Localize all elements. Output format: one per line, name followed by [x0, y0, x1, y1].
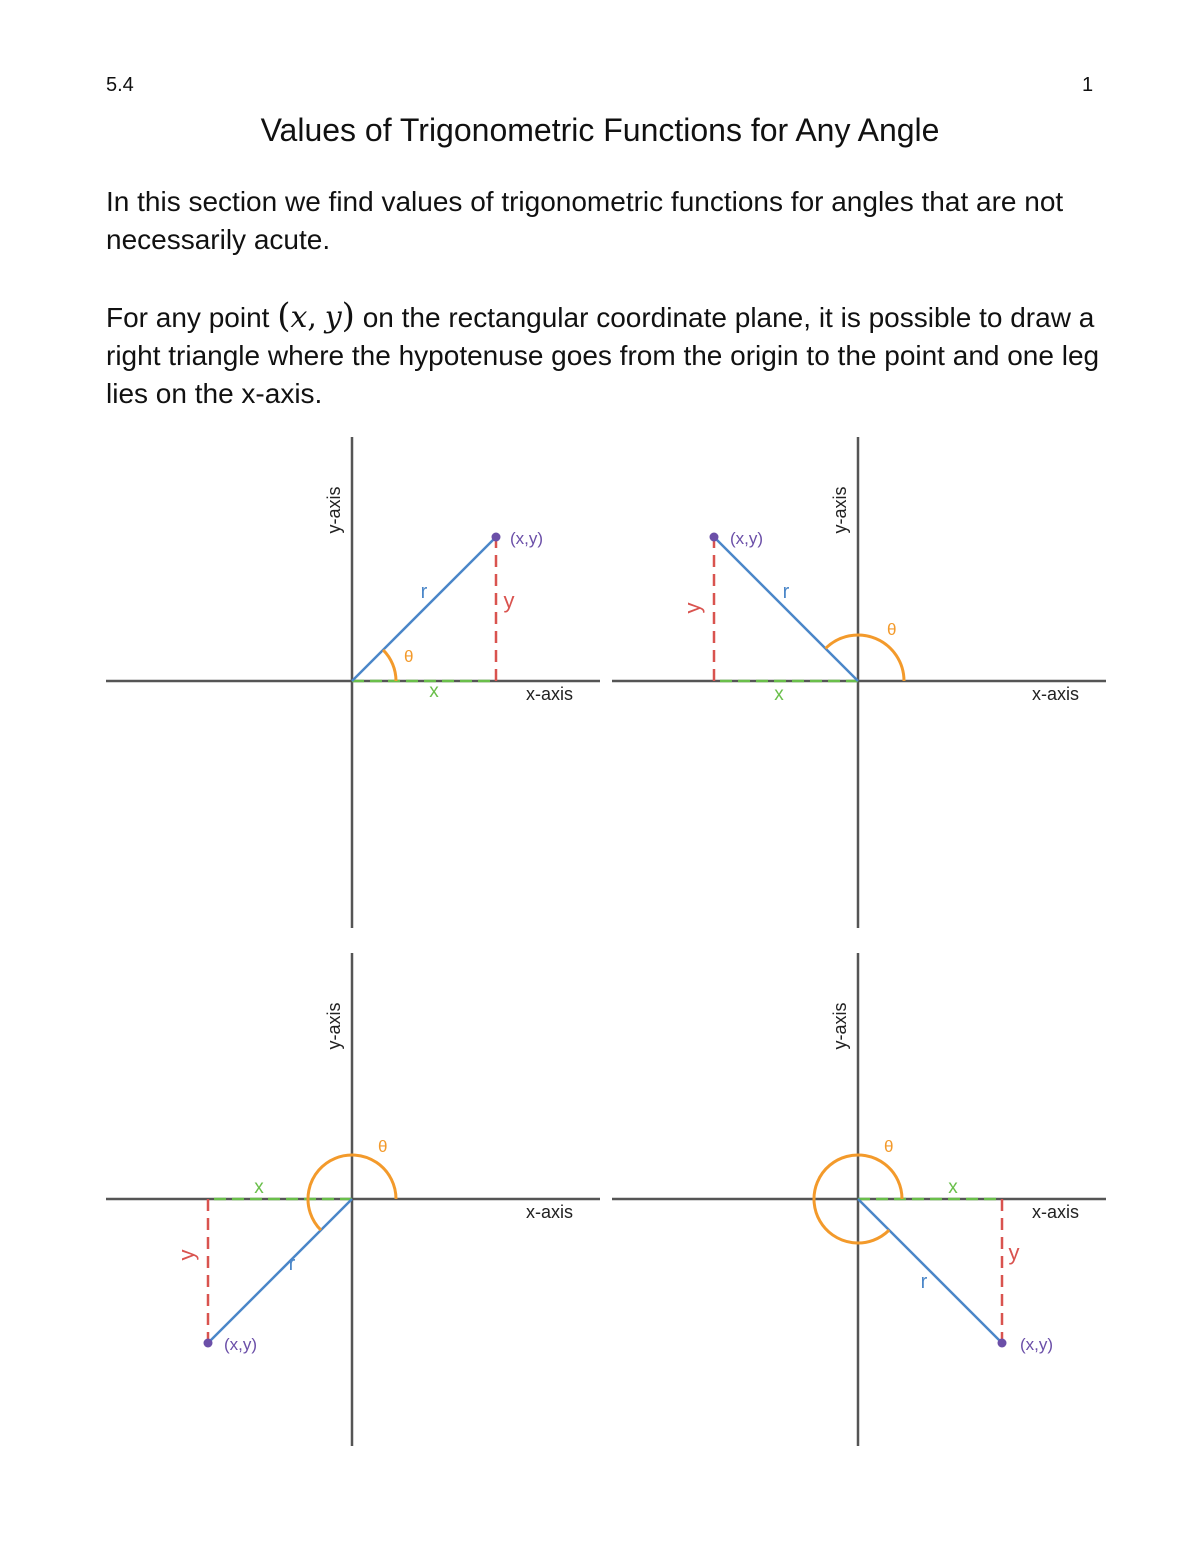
x-axis-label: x-axis [1032, 684, 1080, 704]
point-marker [710, 533, 719, 542]
x-leg-label: x [429, 681, 439, 702]
y-axis-label: y-axis [324, 486, 344, 534]
quadrant-panel-I [106, 437, 600, 928]
x-axis-label: x-axis [526, 684, 574, 704]
math-x: x [290, 300, 308, 335]
page-title: Values of Trigonometric Functions for Any Angle [260, 112, 940, 148]
x-axis-label: x-axis [526, 1202, 574, 1222]
theta-label: θ [404, 647, 414, 666]
point-marker [204, 1339, 213, 1348]
math-close-paren: ) [341, 296, 355, 336]
point-marker [998, 1339, 1007, 1348]
point-label: (x,y) [1020, 1335, 1054, 1354]
angle-arc [383, 650, 396, 681]
y-leg-label: y [503, 588, 515, 613]
point-marker [492, 533, 501, 542]
r-hypotenuse-label: r [420, 581, 428, 603]
math-comma: , [307, 300, 317, 335]
r-hypotenuse-label: r [288, 1253, 296, 1275]
y-axis-label: y-axis [830, 486, 850, 534]
hypotenuse-line [208, 1199, 352, 1343]
angle-arc [825, 635, 904, 681]
math-y: y [324, 300, 342, 335]
theta-label: θ [378, 1137, 388, 1156]
x-leg-label: x [948, 1177, 958, 1198]
y-leg-label: y [1008, 1240, 1020, 1265]
hypotenuse-line [352, 537, 496, 681]
hypotenuse-line [858, 1199, 1002, 1343]
point-label: (x,y) [510, 529, 544, 548]
r-hypotenuse-label: r [782, 581, 790, 603]
y-leg-label: y [174, 1249, 199, 1261]
point-label: (x,y) [224, 1335, 258, 1354]
quadrant-panel-II [612, 437, 1106, 928]
x-leg-label: x [254, 1177, 264, 1198]
y-axis-label: y-axis [830, 1002, 850, 1050]
intro-paragraph: In this section we find values of trigonometric functions for angles that are not necessarily acute. [106, 186, 1064, 255]
point-label: (x,y) [730, 529, 764, 548]
point-paragraph-rest: on the rectangular coordinate plane, it is possible to draw a right triangle where the hypotenuse goes from the origin to the point and one leg lies on the x-axis. [106, 302, 1100, 409]
y-leg-label: y [680, 602, 705, 614]
section-number: 5.4 [106, 74, 134, 96]
page-number: 1 [1082, 74, 1094, 96]
math-open-paren: ( [277, 296, 291, 336]
theta-label: θ [884, 1137, 894, 1156]
quadrant-panel-III [106, 953, 600, 1446]
point-paragraph-lead: For any point [106, 302, 270, 333]
x-axis-label: x-axis [1032, 1202, 1080, 1222]
x-leg-label: x [774, 684, 784, 705]
quadrant-panel-IV [612, 953, 1106, 1446]
y-axis-label: y-axis [324, 1002, 344, 1050]
hypotenuse-line [714, 537, 858, 681]
r-hypotenuse-label: r [920, 1271, 928, 1293]
theta-label: θ [887, 620, 897, 639]
